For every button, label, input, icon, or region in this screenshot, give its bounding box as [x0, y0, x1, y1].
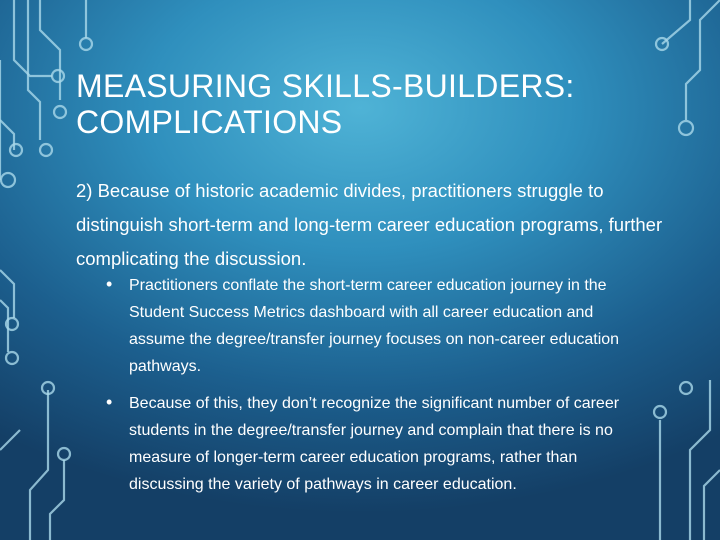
- bullet-icon: •: [106, 274, 113, 294]
- list-item: [106, 272, 646, 380]
- intro-paragraph: 2) Because of historic academic divides, practitioners struggle to distinguish short-term and long-term career education programs, further complicating the discussion.: [76, 180, 663, 269]
- bullet-icon: •: [106, 392, 113, 412]
- bullet-text: Because of this, they don’t recognize the significant number of career students in the degree/transfer journey and complain that there is no measure of longer-term career education programs, rather than discussing the variety of pathways in career education.: [129, 395, 620, 493]
- bullet-list: [106, 272, 646, 508]
- slide-title: MEASURING SKILLS-BUILDERS: COMPLICATIONS: [76, 68, 575, 140]
- list-item: [106, 390, 646, 498]
- bullet-text: Practitioners conflate the short-term career education journey in the Student Success Metrics dashboard with all career education and assume the degree/transfer journey focuses on non-career education pathways.: [129, 277, 620, 375]
